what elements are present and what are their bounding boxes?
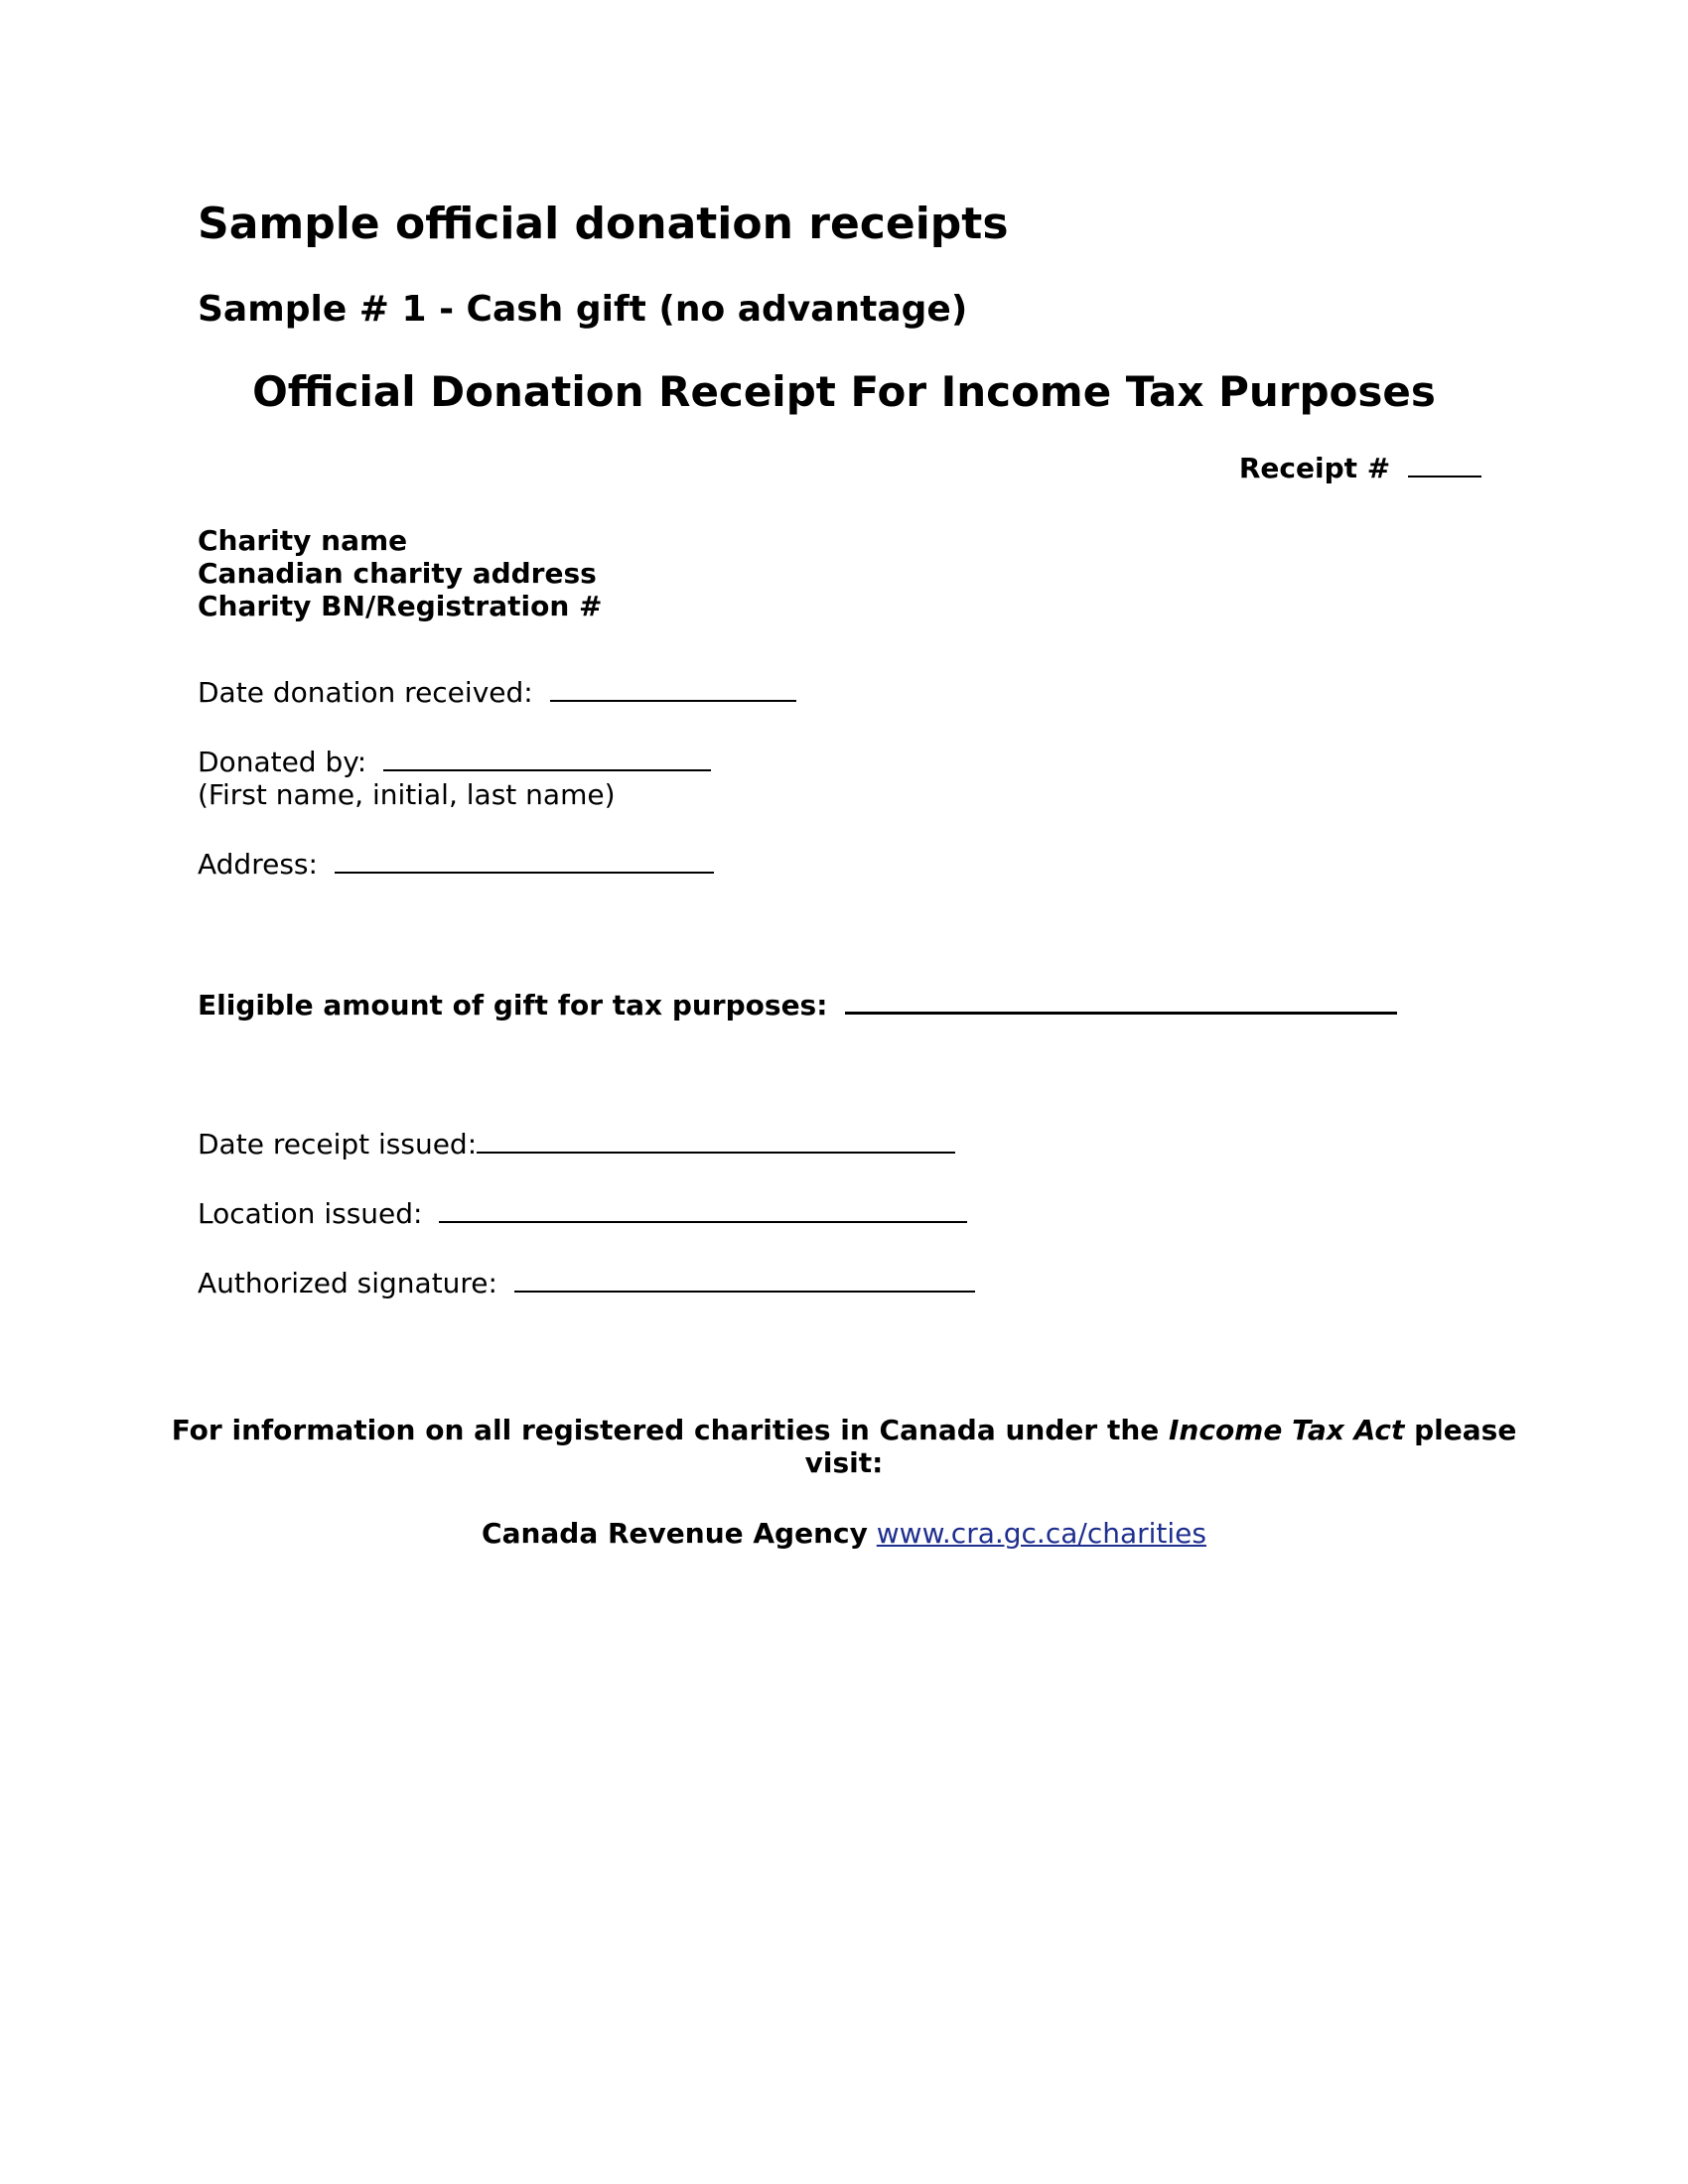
eligible-amount-field xyxy=(198,988,1397,1023)
charity-name: Charity name xyxy=(198,524,408,557)
location-issued-label: Location issued: xyxy=(198,1197,423,1230)
receipt-number xyxy=(1239,452,1481,485)
signature-blank[interactable] xyxy=(514,1267,975,1293)
agency-link[interactable]: www.cra.gc.ca/charities xyxy=(876,1517,1206,1550)
date-issued-blank[interactable] xyxy=(477,1128,955,1154)
page-title: Sample official donation receipts xyxy=(198,199,1009,249)
eligible-amount-blank[interactable] xyxy=(845,988,1397,1015)
date-received-field xyxy=(198,676,796,710)
info-suffix: please xyxy=(1414,1414,1517,1446)
date-issued-field xyxy=(198,1128,955,1161)
signature-field xyxy=(198,1267,975,1300)
donated-by-blank[interactable] xyxy=(383,746,711,771)
address-label: Address: xyxy=(198,848,318,881)
location-issued-blank[interactable] xyxy=(439,1197,967,1223)
charity-info-block xyxy=(198,524,602,622)
receipt-heading: Official Donation Receipt For Income Tax Purposes xyxy=(252,367,1436,416)
date-received-blank[interactable] xyxy=(550,676,796,702)
location-issued-field xyxy=(198,1197,967,1231)
charity-address: Canadian charity address xyxy=(198,557,597,590)
info-paragraph xyxy=(0,1414,1688,1479)
info-line-1 xyxy=(0,1414,1688,1446)
date-received-label: Date donation received: xyxy=(198,676,533,709)
info-act-name: Income Tax Act xyxy=(1169,1414,1405,1446)
receipt-number-label: Receipt # xyxy=(1238,452,1391,484)
date-issued-label: Date receipt issued: xyxy=(198,1128,478,1160)
signature-label: Authorized signature: xyxy=(198,1267,497,1299)
info-line-2: visit: xyxy=(804,1446,884,1479)
donated-by-field xyxy=(198,746,711,779)
agency-line xyxy=(0,1517,1688,1551)
receipt-number-blank[interactable] xyxy=(1408,452,1481,478)
sample-subtitle: Sample # 1 - Cash gift (no advantage) xyxy=(198,289,968,330)
address-field xyxy=(198,848,714,882)
eligible-amount-label: Eligible amount of gift for tax purposes: xyxy=(198,989,828,1022)
donated-by-label: Donated by: xyxy=(198,746,367,778)
info-prefix: For information on all registered charities in Canada under the xyxy=(171,1414,1160,1446)
agency-name: Canada Revenue Agency xyxy=(482,1517,868,1550)
address-blank[interactable] xyxy=(335,848,714,874)
donor-name-hint: (First name, initial, last name) xyxy=(198,778,616,811)
charity-registration: Charity BN/Registration # xyxy=(198,590,603,622)
